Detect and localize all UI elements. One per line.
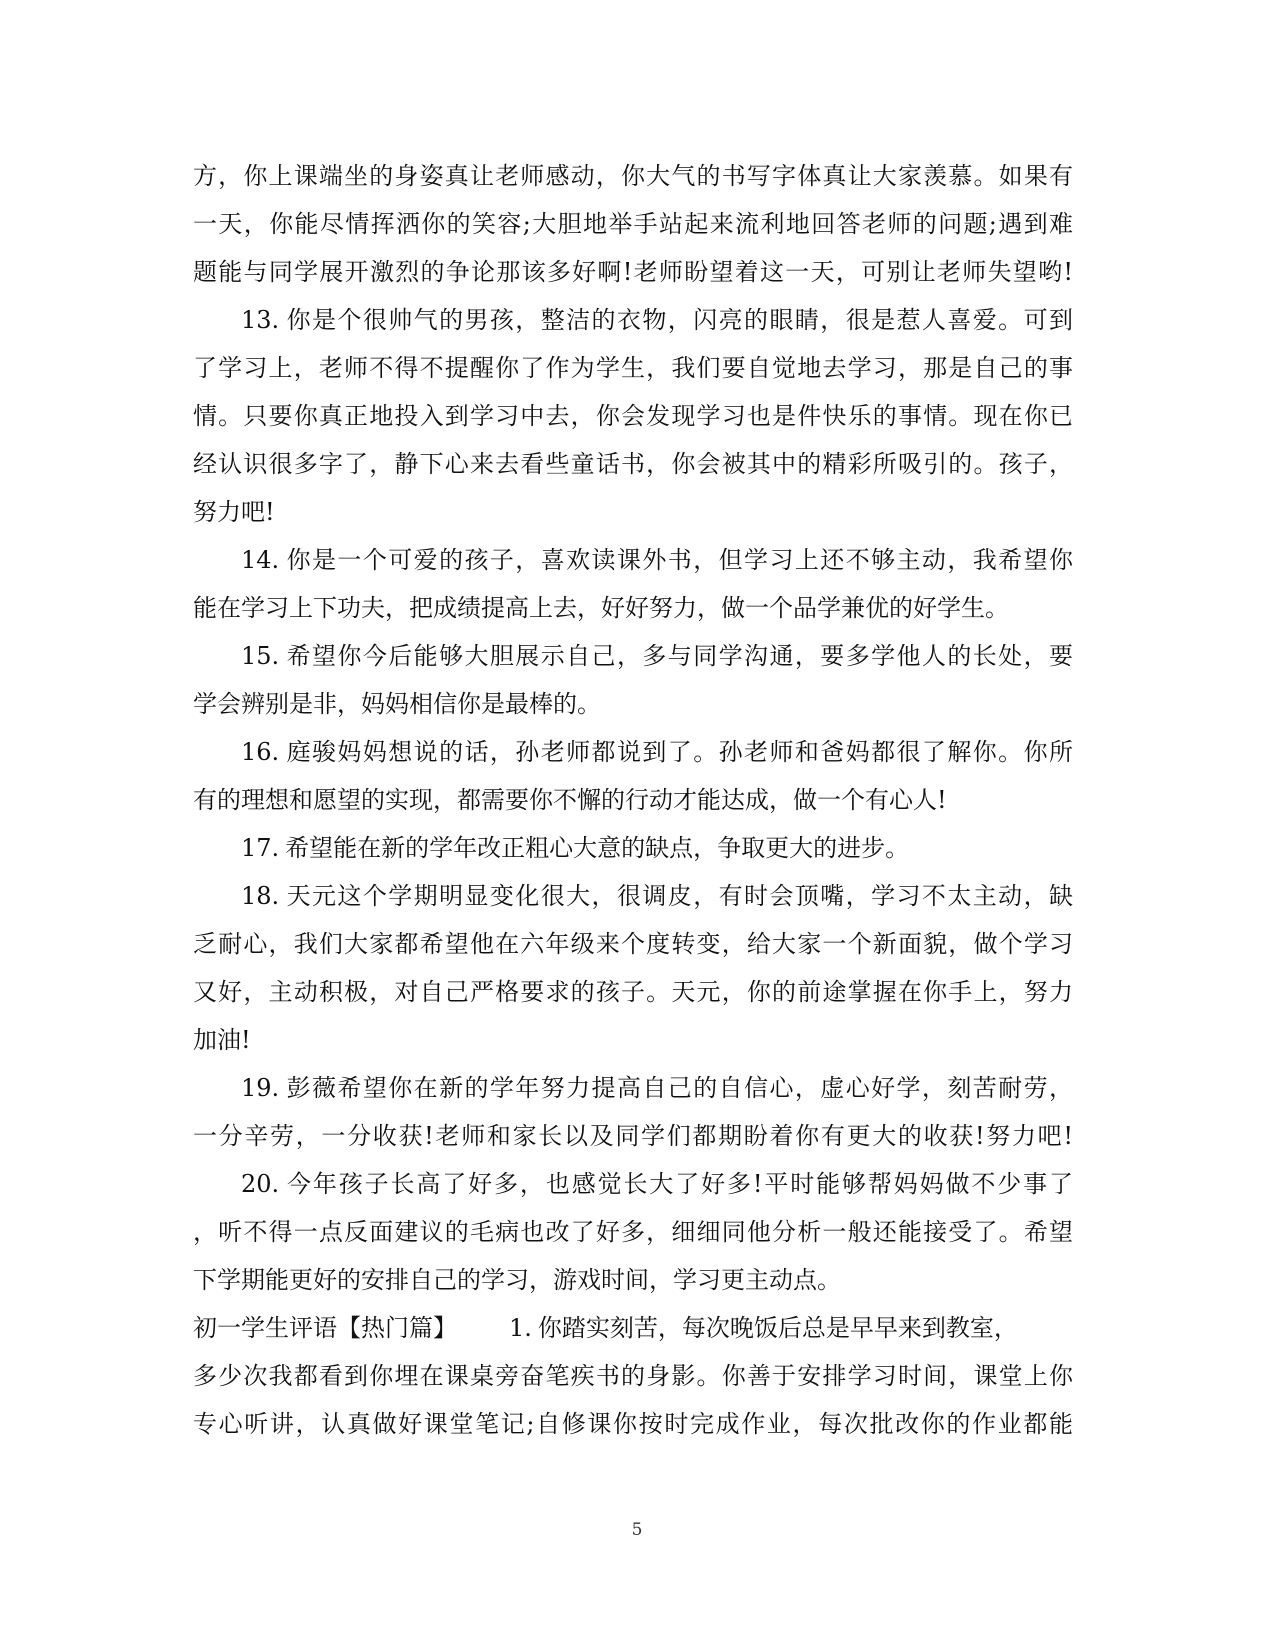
text-line: 了学习上，老师不得不提醒你了作为学生，我们要自觉地去学习，那是自己的事 — [193, 354, 1073, 382]
section-heading: 初一学生评语【热门篇】 — [193, 1314, 457, 1342]
item-text: 希望你今后能够大胆展示自己，多与同学沟通，要多学他人的长处，要 — [285, 642, 1073, 670]
comment-item-15-line — [193, 632, 1073, 680]
comment-item-14-line — [193, 536, 1073, 584]
text-line: 加油! — [193, 1026, 251, 1054]
comment-item-13-line — [193, 296, 1073, 344]
item-number: 17. — [241, 834, 280, 862]
item-number: 1. — [509, 1314, 532, 1342]
text-line: 专心听讲，认真做好课堂笔记;自修课你按时完成作业，每次批改你的作业都能 — [193, 1410, 1073, 1438]
comment-item-20-line — [193, 1160, 1073, 1208]
text-line: ，听不得一点反面建议的毛病也改了好多，细细同他分析一般还能接受了。希望 — [193, 1218, 1073, 1246]
item-text: 彭薇希望你在新的学年努力提高自己的自信心，虚心好学，刻苦耐劳， — [285, 1074, 1073, 1102]
item-number: 16. — [241, 738, 280, 766]
item-number: 20. — [241, 1170, 280, 1198]
text-line: 又好，主动积极，对自己严格要求的孩子。天元，你的前途掌握在你手上，努力 — [193, 978, 1073, 1006]
text-line: 情。只要你真正地投入到学习中去，你会发现学习也是件快乐的事情。现在你已 — [193, 402, 1073, 430]
text-line: 一天，你能尽情挥洒你的笑容;大胆地举手站起来流利地回答老师的问题;遇到难 — [193, 210, 1073, 238]
item-text: 今年孩子长高了好多，也感觉长大了好多!平时能够帮妈妈做不少事了 — [285, 1170, 1073, 1198]
text-line: 题能与同学展开激烈的争论那该多好啊!老师盼望着这一天，可别让老师失望哟! — [193, 258, 1073, 286]
comment-item-18-line — [193, 872, 1073, 920]
text-line: 乏耐心，我们大家都希望他在六年级来个度转变，给大家一个新面貌，做个学习 — [193, 930, 1073, 958]
item-text: 希望能在新的学年改正粗心大意的缺点，争取更大的进步。 — [285, 834, 910, 862]
page-number: 5 — [631, 1520, 643, 1540]
item-text: 天元这个学期明显变化很大，很调皮，有时会顶嘴，学习不太主动，缺 — [285, 882, 1073, 910]
text-line: 多少次我都看到你埋在课桌旁奋笔疾书的身影。你善于安排学习时间，课堂上你 — [193, 1362, 1073, 1390]
document-body — [193, 152, 1073, 1448]
section-heading-line — [193, 1304, 1073, 1352]
item-number: 14. — [241, 546, 280, 574]
text-line: 下学期能更好的安排自己的学习，游戏时间，学习更主动点。 — [193, 1266, 841, 1294]
item-number: 18. — [241, 882, 280, 910]
item-text: 庭骏妈妈想说的话，孙老师都说到了。孙老师和爸妈都很了解你。你所 — [285, 738, 1073, 766]
comment-item-16-line — [193, 728, 1073, 776]
item-number: 13. — [241, 306, 280, 334]
comment-item-17-line — [193, 824, 1073, 872]
comment-item-19-line — [193, 1064, 1073, 1112]
item-number: 15. — [241, 642, 280, 670]
text-line: 努力吧! — [193, 498, 275, 526]
text-line: 方，你上课端坐的身姿真让老师感动，你大气的书写字体真让大家羡慕。如果有 — [193, 162, 1073, 190]
text-line: 学会辨别是非，妈妈相信你是最棒的。 — [193, 690, 601, 718]
text-line: 有的理想和愿望的实现，都需要你不懈的行动才能达成，做一个有心人! — [193, 786, 947, 814]
text-line: 经认识很多字了，静下心来去看些童话书，你会被其中的精彩所吸引的。孩子， — [193, 450, 1073, 478]
item-text: 你是一个可爱的孩子，喜欢读课外书，但学习上还不够主动，我希望你 — [285, 546, 1073, 574]
text-line: 一分辛劳，一分收获!老师和家长以及同学们都期盼着你有更大的收获!努力吧! — [193, 1122, 1073, 1150]
text-line: 能在学习上下功夫，把成绩提高上去，好好努力，做一个品学兼优的好学生。 — [193, 594, 1009, 622]
item-number: 19. — [241, 1074, 280, 1102]
item-text: 你是个很帅气的男孩，整洁的衣物，闪亮的眼睛，很是惹人喜爱。可到 — [285, 306, 1073, 334]
item-text: 你踏实刻苦，每次晚饭后总是早早来到教室， — [537, 1314, 1018, 1342]
